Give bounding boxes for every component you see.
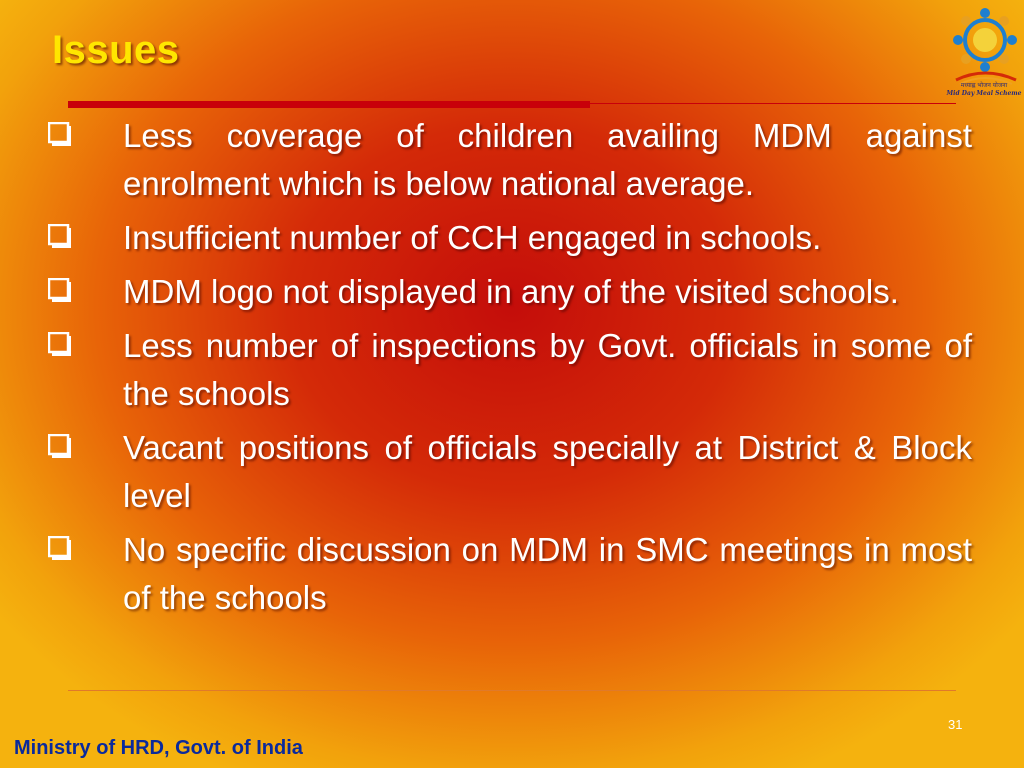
bullet-item xyxy=(44,526,972,622)
page-number: 31 xyxy=(948,717,963,732)
logo-caption xyxy=(944,82,1024,98)
bullet-text: Less number of inspections by Govt. officials in some of the schools xyxy=(123,327,972,412)
bullet-text: No specific discussion on MDM in SMC meetings in most of the schools xyxy=(123,531,972,616)
checkbox-bullet-icon xyxy=(48,122,74,148)
logo-hindi-text: मध्याह्न भोजन योजना xyxy=(960,82,1008,89)
bullet-item xyxy=(44,268,972,316)
checkbox-bullet-icon xyxy=(48,224,74,250)
logo-english-text: Mid Day Meal Scheme xyxy=(946,90,1022,97)
title-rule-thin xyxy=(590,103,956,104)
checkbox-bullet-icon xyxy=(48,332,74,358)
checkbox-bullet-icon xyxy=(48,434,74,460)
bullet-list xyxy=(44,112,972,628)
logo-ring xyxy=(953,8,1017,72)
title-rule-thick xyxy=(68,101,590,108)
bullet-item xyxy=(44,112,972,208)
bullet-item xyxy=(44,214,972,262)
footer-text: Ministry of HRD, Govt. of India xyxy=(14,737,303,759)
bullet-text: Insufficient number of CCH engaged in schools. xyxy=(123,219,822,256)
bullet-item xyxy=(44,424,972,520)
checkbox-bullet-icon xyxy=(48,278,74,304)
bottom-rule xyxy=(68,690,956,691)
bullet-item xyxy=(44,322,972,418)
bullet-text: Vacant positions of officials specially at District & Block level xyxy=(123,429,972,514)
slide-title: Issues xyxy=(52,28,180,72)
bullet-text: Less coverage of children availing MDM against enrolment which is below national average. xyxy=(123,117,972,202)
checkbox-bullet-icon xyxy=(48,536,74,562)
bullet-text: MDM logo not displayed in any of the visited schools. xyxy=(123,273,899,310)
